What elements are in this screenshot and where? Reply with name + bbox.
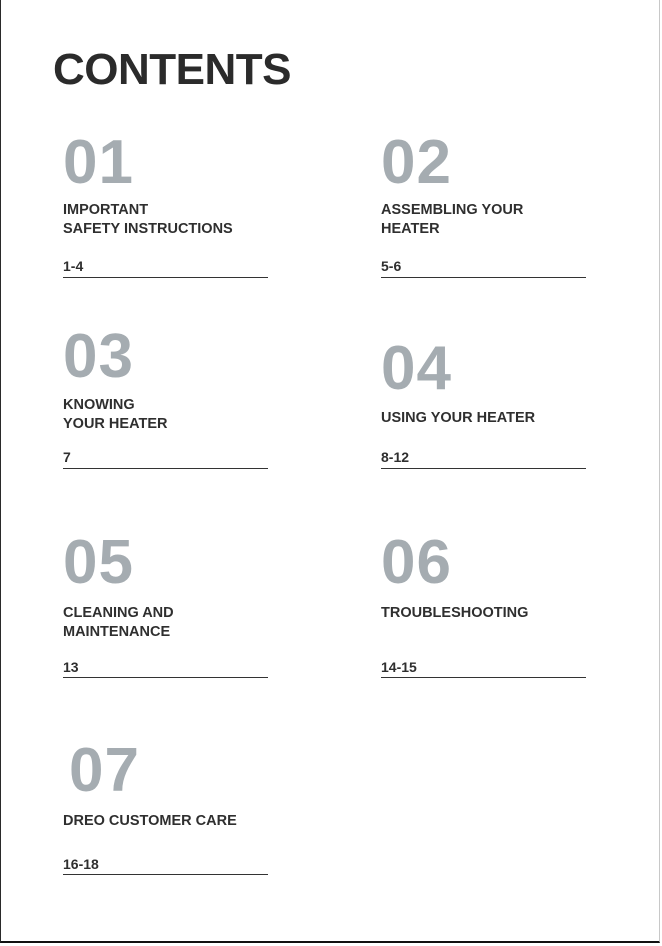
section-pages: 16-18 bbox=[63, 856, 99, 872]
section-title-line: KNOWING bbox=[63, 397, 135, 413]
section-title bbox=[381, 201, 611, 239]
section-title bbox=[63, 201, 293, 239]
section-divider bbox=[381, 468, 586, 469]
section-pages: 1-4 bbox=[63, 258, 84, 274]
section-title bbox=[63, 396, 293, 434]
section-divider bbox=[381, 277, 586, 278]
section-pages: 5-6 bbox=[381, 258, 402, 274]
section-number: 02 bbox=[381, 128, 452, 197]
section-title bbox=[381, 604, 611, 623]
page-title: CONTENTS bbox=[53, 45, 291, 94]
section-pages: 7 bbox=[63, 449, 71, 465]
section-divider bbox=[63, 874, 268, 875]
section-pages: 13 bbox=[63, 659, 79, 675]
section-title-line: SAFETY INSTRUCTIONS bbox=[63, 221, 233, 237]
section-number: 07 bbox=[69, 736, 140, 805]
section-number: 06 bbox=[381, 528, 452, 597]
section-title-line: CLEANING AND bbox=[63, 605, 174, 621]
section-title-line: USING YOUR HEATER bbox=[381, 410, 536, 426]
section-number: 04 bbox=[381, 334, 452, 403]
section-title-line: ASSEMBLING YOUR bbox=[381, 202, 524, 218]
section-title-line: TROUBLESHOOTING bbox=[381, 605, 529, 621]
section-title-line: HEATER bbox=[381, 221, 440, 237]
section-title-line: IMPORTANT bbox=[63, 202, 149, 218]
section-divider bbox=[381, 677, 586, 678]
section-pages: 14-15 bbox=[381, 659, 417, 675]
section-divider bbox=[63, 277, 268, 278]
section-title bbox=[381, 409, 611, 428]
section-number: 01 bbox=[63, 128, 134, 197]
section-divider bbox=[63, 677, 268, 678]
section-title-line: YOUR HEATER bbox=[63, 416, 168, 432]
section-title bbox=[63, 604, 293, 642]
section-title-line: MAINTENANCE bbox=[63, 624, 171, 640]
section-title-line: DREO CUSTOMER CARE bbox=[63, 813, 237, 829]
section-number: 05 bbox=[63, 528, 134, 597]
section-pages: 8-12 bbox=[381, 449, 410, 465]
section-title bbox=[63, 812, 293, 831]
section-divider bbox=[63, 468, 268, 469]
section-number: 03 bbox=[63, 322, 134, 391]
